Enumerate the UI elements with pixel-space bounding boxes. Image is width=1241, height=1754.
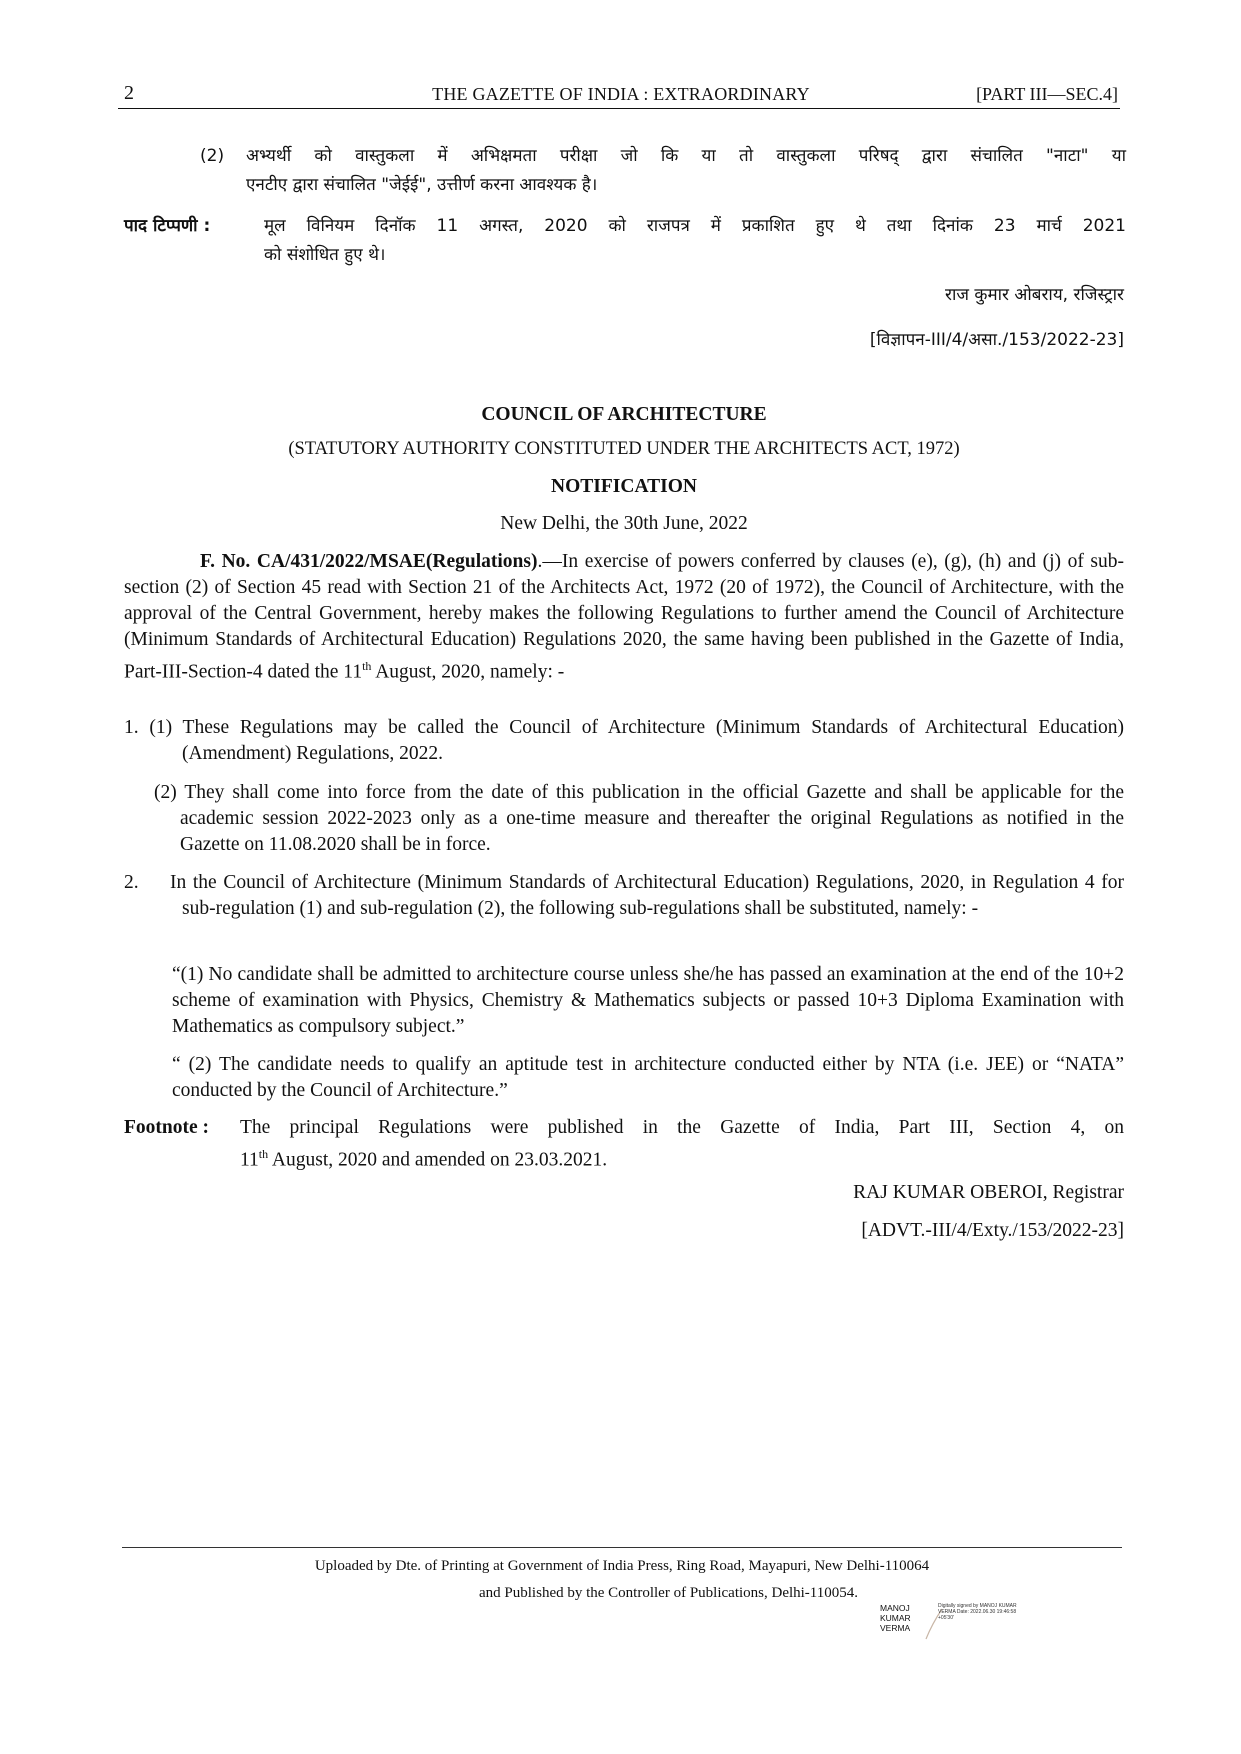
- preamble-superscript: th: [362, 659, 372, 673]
- footnote-line1: The principal Regulations were published in the Gazette of India, Part III, Section 4, on: [240, 1117, 1124, 1138]
- gazette-title: THE GAZETTE OF INDIA : EXTRAORDINARY: [432, 84, 810, 104]
- digital-signature: [880, 1603, 1020, 1647]
- footnote-day: 11: [240, 1149, 259, 1171]
- hindi-item2-number: (2): [200, 146, 225, 166]
- place-date: New Delhi, the 30th June, 2022: [500, 513, 748, 534]
- file-number: F. No. CA/431/2022/MSAE(Regulations): [200, 551, 538, 572]
- english-signatory: RAJ KUMAR OBEROI, Registrar: [853, 1182, 1124, 1203]
- clause-1-1: 1. (1) These Regulations may be called the Council of Architecture (Minimum Standards of Architectural Education) (Amendment) Regulations, 2022.: [124, 717, 1124, 764]
- preamble-paragraph: [124, 549, 1124, 686]
- page-number: 2: [124, 82, 134, 104]
- footnote-rest: August, 2020 and amended on 23.03.2021.: [268, 1149, 608, 1171]
- hindi-item2-line2: एनटीए द्वारा संचालित "जेईई", उत्तीर्ण करना आवश्यक है।: [246, 175, 598, 195]
- english-advt-number: [ADVT.-III/4/Exty./153/2022-23]: [861, 1220, 1124, 1241]
- clause-1-2: (2) They shall come into force from the date of this publication in the official Gazette and shall be applicable for the academic session 2022-2023 only as a one-time measure and thereafter the original Regulations as notified in the Gazette on 11.08.2020 shall be in force.: [154, 782, 1124, 855]
- footer-rule: [122, 1547, 1122, 1548]
- notification-heading: NOTIFICATION: [551, 476, 697, 497]
- footnote-superscript: th: [258, 1147, 269, 1161]
- footnote-label: Footnote :: [124, 1117, 210, 1138]
- preamble-text: .—In exercise of powers conferred by clauses (e), (g), (h) and (j) of sub-section (2) of Section 45 read with Section 21 of the Architects Act, 1972 (20 of 1972), the Council of Architecture, with the approval of the Central Government, hereby makes the following Regulations to further amend the Council of Architecture (Minimum Standards of Architectural Education) Regulations 2020, the same having been published in the Gazette of India, Part-III-Section-4 dated the 11: [124, 551, 1125, 683]
- hindi-footnote-label: पाद टिप्पणी :: [124, 216, 211, 236]
- quoted-subregulation-1: “(1) No candidate shall be admitted to architecture course unless she/he has passed an examination at the end of the 10+2 scheme of examination with Physics, Chemistry & Mathematics subjects or passed 10+3 Diploma Examination with Mathematics as compulsory subject.”: [172, 964, 1124, 1037]
- quoted-subregulation-2: “ (2) The candidate needs to qualify an aptitude test in architecture conducted either by NTA (i.e. JEE) or “NATA” conducted by the Council of Architecture.”: [172, 1054, 1124, 1101]
- header-rule: [118, 108, 1120, 109]
- footer-line-1: Uploaded by Dte. of Printing at Government of India Press, Ring Road, Mayapuri, New Delhi-110064: [314, 1558, 930, 1574]
- clause-2-text: In the Council of Architecture (Minimum Standards of Architectural Education) Regulations, 2020, in Regulation 4 for sub-regulation (1) and sub-regulation (2), the following sub-regulations shall be substituted, namely: -: [170, 872, 1124, 919]
- part-section: [PART III—SEC.4]: [976, 84, 1118, 104]
- signature-name: MANOJ KUMAR VERMA: [880, 1603, 911, 1633]
- footnote-line2: [240, 1141, 1124, 1174]
- footer-line-2: and Published by the Controller of Publications, Delhi-110054.: [479, 1585, 858, 1601]
- hindi-signatory: राज कुमार ओबराय, रजिस्ट्रार: [945, 285, 1124, 305]
- signature-note: Digitally signed by MANOJ KUMAR VERMA Date: 2022.06.30 19:46:58 +05'30': [938, 1603, 1017, 1621]
- hindi-advt-number: [विज्ञापन-III/4/असा./153/2022-23]: [869, 330, 1124, 350]
- hindi-footnote-line1: मूल विनियम दिनॉक 11 अगस्त, 2020 को राजपत्र में प्रकाशित हुए थे तथा दिनांक 23 मार्च 2021: [264, 216, 1126, 236]
- preamble-end: August, 2020, namely: -: [371, 661, 565, 683]
- hindi-footnote-line2: को संशोधित हुए थे।: [264, 245, 386, 265]
- hindi-item2-line1: अभ्यर्थी को वास्तुकला में अभिक्षमता परीक्षा जो कि या तो वास्तुकला परिषद् द्वारा संचालित "नाटा" या: [246, 146, 1126, 166]
- council-heading: COUNCIL OF ARCHITECTURE: [481, 404, 767, 425]
- page-header: [124, 82, 1118, 108]
- clause-2-number: 2.: [124, 872, 139, 893]
- statutory-authority: (STATUTORY AUTHORITY CONSTITUTED UNDER THE ARCHITECTS ACT, 1972): [288, 439, 960, 459]
